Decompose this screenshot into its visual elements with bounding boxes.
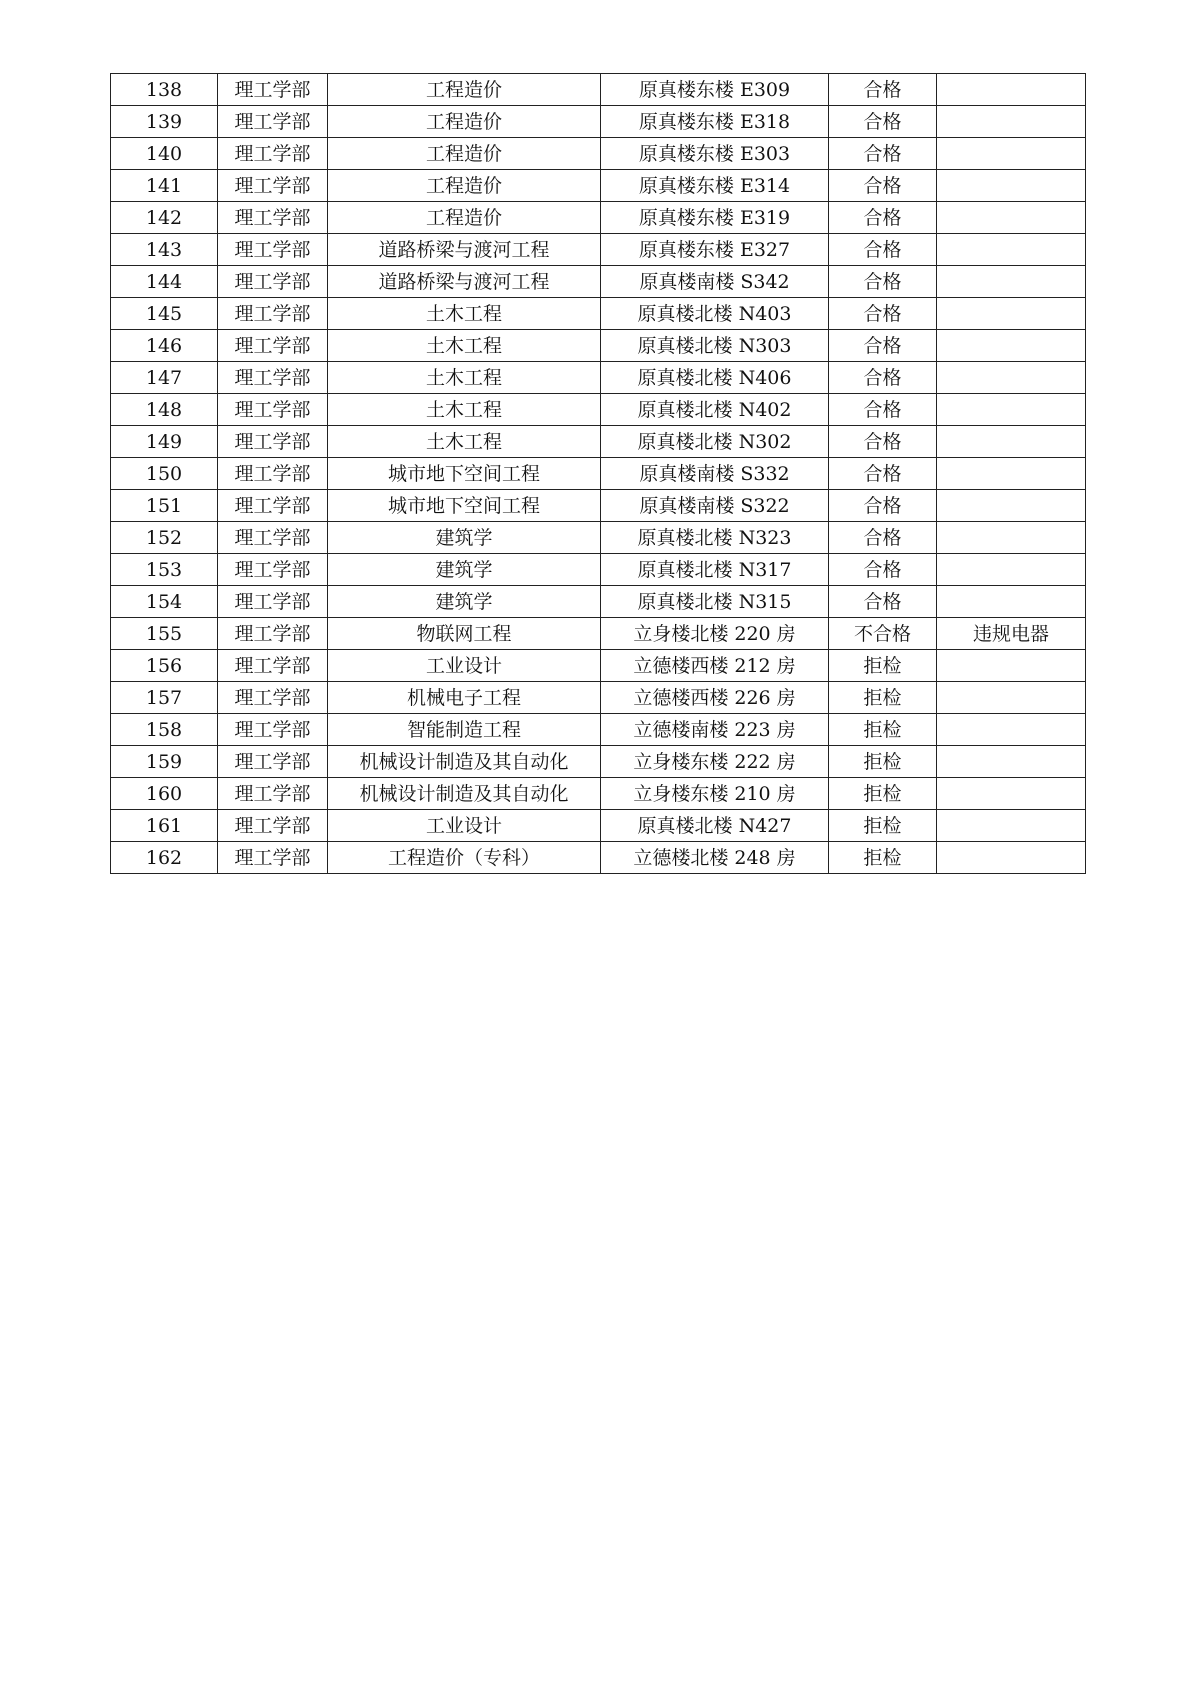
row-number-cell: 157 bbox=[111, 682, 218, 714]
room-cell: 原真楼东楼 E327 bbox=[601, 234, 829, 266]
table-row bbox=[111, 650, 1086, 682]
major-cell: 机械设计制造及其自动化 bbox=[328, 746, 601, 778]
room-cell: 原真楼东楼 E314 bbox=[601, 170, 829, 202]
room-cell: 原真楼北楼 N427 bbox=[601, 810, 829, 842]
row-number-cell: 148 bbox=[111, 394, 218, 426]
note-cell bbox=[937, 298, 1086, 330]
department-cell: 理工学部 bbox=[218, 458, 328, 490]
result-cell: 合格 bbox=[829, 490, 937, 522]
result-cell: 合格 bbox=[829, 330, 937, 362]
room-cell: 原真楼南楼 S332 bbox=[601, 458, 829, 490]
note-cell bbox=[937, 138, 1086, 170]
result-cell: 合格 bbox=[829, 426, 937, 458]
department-cell: 理工学部 bbox=[218, 650, 328, 682]
major-cell: 土木工程 bbox=[328, 394, 601, 426]
department-cell: 理工学部 bbox=[218, 330, 328, 362]
major-cell: 道路桥梁与渡河工程 bbox=[328, 234, 601, 266]
result-cell: 合格 bbox=[829, 458, 937, 490]
row-number-cell: 159 bbox=[111, 746, 218, 778]
department-cell: 理工学部 bbox=[218, 714, 328, 746]
major-cell: 物联网工程 bbox=[328, 618, 601, 650]
inspection-table-body bbox=[111, 74, 1086, 874]
note-cell bbox=[937, 458, 1086, 490]
room-cell: 立德楼西楼 226 房 bbox=[601, 682, 829, 714]
room-cell: 原真楼东楼 E309 bbox=[601, 74, 829, 106]
row-number-cell: 145 bbox=[111, 298, 218, 330]
row-number-cell: 143 bbox=[111, 234, 218, 266]
row-number-cell: 152 bbox=[111, 522, 218, 554]
major-cell: 道路桥梁与渡河工程 bbox=[328, 266, 601, 298]
department-cell: 理工学部 bbox=[218, 74, 328, 106]
table-row bbox=[111, 778, 1086, 810]
room-cell: 原真楼北楼 N323 bbox=[601, 522, 829, 554]
department-cell: 理工学部 bbox=[218, 554, 328, 586]
room-cell: 原真楼北楼 N406 bbox=[601, 362, 829, 394]
result-cell: 拒检 bbox=[829, 714, 937, 746]
room-cell: 原真楼东楼 E303 bbox=[601, 138, 829, 170]
major-cell: 建筑学 bbox=[328, 586, 601, 618]
row-number-cell: 138 bbox=[111, 74, 218, 106]
major-cell: 工程造价 bbox=[328, 74, 601, 106]
row-number-cell: 151 bbox=[111, 490, 218, 522]
table-row bbox=[111, 106, 1086, 138]
result-cell: 合格 bbox=[829, 554, 937, 586]
inspection-table bbox=[110, 73, 1086, 874]
department-cell: 理工学部 bbox=[218, 394, 328, 426]
note-cell: 违规电器 bbox=[937, 618, 1086, 650]
major-cell: 建筑学 bbox=[328, 554, 601, 586]
room-cell: 原真楼北楼 N403 bbox=[601, 298, 829, 330]
row-number-cell: 146 bbox=[111, 330, 218, 362]
note-cell bbox=[937, 170, 1086, 202]
major-cell: 智能制造工程 bbox=[328, 714, 601, 746]
department-cell: 理工学部 bbox=[218, 234, 328, 266]
room-cell: 立身楼东楼 222 房 bbox=[601, 746, 829, 778]
table-row bbox=[111, 682, 1086, 714]
room-cell: 立德楼南楼 223 房 bbox=[601, 714, 829, 746]
table-row bbox=[111, 234, 1086, 266]
row-number-cell: 150 bbox=[111, 458, 218, 490]
note-cell bbox=[937, 682, 1086, 714]
result-cell: 拒检 bbox=[829, 682, 937, 714]
result-cell: 拒检 bbox=[829, 810, 937, 842]
department-cell: 理工学部 bbox=[218, 490, 328, 522]
major-cell: 工程造价 bbox=[328, 138, 601, 170]
row-number-cell: 149 bbox=[111, 426, 218, 458]
department-cell: 理工学部 bbox=[218, 682, 328, 714]
row-number-cell: 140 bbox=[111, 138, 218, 170]
table-row bbox=[111, 202, 1086, 234]
room-cell: 立身楼东楼 210 房 bbox=[601, 778, 829, 810]
room-cell: 原真楼北楼 N302 bbox=[601, 426, 829, 458]
row-number-cell: 160 bbox=[111, 778, 218, 810]
note-cell bbox=[937, 106, 1086, 138]
row-number-cell: 156 bbox=[111, 650, 218, 682]
note-cell bbox=[937, 330, 1086, 362]
note-cell bbox=[937, 202, 1086, 234]
department-cell: 理工学部 bbox=[218, 362, 328, 394]
result-cell: 合格 bbox=[829, 522, 937, 554]
room-cell: 原真楼北楼 N303 bbox=[601, 330, 829, 362]
table-row bbox=[111, 266, 1086, 298]
department-cell: 理工学部 bbox=[218, 746, 328, 778]
table-row bbox=[111, 298, 1086, 330]
department-cell: 理工学部 bbox=[218, 298, 328, 330]
row-number-cell: 141 bbox=[111, 170, 218, 202]
note-cell bbox=[937, 586, 1086, 618]
note-cell bbox=[937, 426, 1086, 458]
row-number-cell: 155 bbox=[111, 618, 218, 650]
table-row bbox=[111, 330, 1086, 362]
department-cell: 理工学部 bbox=[218, 106, 328, 138]
major-cell: 土木工程 bbox=[328, 298, 601, 330]
major-cell: 机械设计制造及其自动化 bbox=[328, 778, 601, 810]
row-number-cell: 142 bbox=[111, 202, 218, 234]
department-cell: 理工学部 bbox=[218, 138, 328, 170]
major-cell: 城市地下空间工程 bbox=[328, 458, 601, 490]
note-cell bbox=[937, 842, 1086, 874]
result-cell: 拒检 bbox=[829, 746, 937, 778]
note-cell bbox=[937, 746, 1086, 778]
table-row bbox=[111, 138, 1086, 170]
result-cell: 合格 bbox=[829, 298, 937, 330]
note-cell bbox=[937, 778, 1086, 810]
table-row bbox=[111, 170, 1086, 202]
note-cell bbox=[937, 810, 1086, 842]
major-cell: 工程造价 bbox=[328, 202, 601, 234]
room-cell: 原真楼南楼 S342 bbox=[601, 266, 829, 298]
department-cell: 理工学部 bbox=[218, 842, 328, 874]
result-cell: 不合格 bbox=[829, 618, 937, 650]
result-cell: 拒检 bbox=[829, 650, 937, 682]
room-cell: 原真楼东楼 E319 bbox=[601, 202, 829, 234]
row-number-cell: 147 bbox=[111, 362, 218, 394]
major-cell: 机械电子工程 bbox=[328, 682, 601, 714]
major-cell: 建筑学 bbox=[328, 522, 601, 554]
row-number-cell: 144 bbox=[111, 266, 218, 298]
table-row bbox=[111, 394, 1086, 426]
result-cell: 合格 bbox=[829, 394, 937, 426]
department-cell: 理工学部 bbox=[218, 266, 328, 298]
department-cell: 理工学部 bbox=[218, 778, 328, 810]
table-row bbox=[111, 426, 1086, 458]
note-cell bbox=[937, 394, 1086, 426]
major-cell: 土木工程 bbox=[328, 362, 601, 394]
room-cell: 原真楼东楼 E318 bbox=[601, 106, 829, 138]
table-row bbox=[111, 554, 1086, 586]
table-row bbox=[111, 842, 1086, 874]
result-cell: 拒检 bbox=[829, 778, 937, 810]
note-cell bbox=[937, 234, 1086, 266]
result-cell: 拒检 bbox=[829, 842, 937, 874]
result-cell: 合格 bbox=[829, 74, 937, 106]
row-number-cell: 162 bbox=[111, 842, 218, 874]
table-row bbox=[111, 810, 1086, 842]
result-cell: 合格 bbox=[829, 362, 937, 394]
table-row bbox=[111, 746, 1086, 778]
note-cell bbox=[937, 362, 1086, 394]
result-cell: 合格 bbox=[829, 170, 937, 202]
row-number-cell: 158 bbox=[111, 714, 218, 746]
department-cell: 理工学部 bbox=[218, 426, 328, 458]
major-cell: 工业设计 bbox=[328, 650, 601, 682]
row-number-cell: 161 bbox=[111, 810, 218, 842]
department-cell: 理工学部 bbox=[218, 618, 328, 650]
result-cell: 合格 bbox=[829, 266, 937, 298]
department-cell: 理工学部 bbox=[218, 202, 328, 234]
note-cell bbox=[937, 490, 1086, 522]
major-cell: 土木工程 bbox=[328, 426, 601, 458]
note-cell bbox=[937, 522, 1086, 554]
department-cell: 理工学部 bbox=[218, 586, 328, 618]
major-cell: 工程造价 bbox=[328, 170, 601, 202]
row-number-cell: 154 bbox=[111, 586, 218, 618]
table-row bbox=[111, 522, 1086, 554]
major-cell: 工程造价 bbox=[328, 106, 601, 138]
department-cell: 理工学部 bbox=[218, 170, 328, 202]
table-row bbox=[111, 458, 1086, 490]
table-row bbox=[111, 362, 1086, 394]
note-cell bbox=[937, 74, 1086, 106]
table-row bbox=[111, 490, 1086, 522]
result-cell: 合格 bbox=[829, 106, 937, 138]
result-cell: 合格 bbox=[829, 138, 937, 170]
department-cell: 理工学部 bbox=[218, 810, 328, 842]
room-cell: 原真楼北楼 N315 bbox=[601, 586, 829, 618]
major-cell: 城市地下空间工程 bbox=[328, 490, 601, 522]
result-cell: 合格 bbox=[829, 586, 937, 618]
note-cell bbox=[937, 650, 1086, 682]
room-cell: 原真楼北楼 N402 bbox=[601, 394, 829, 426]
note-cell bbox=[937, 554, 1086, 586]
result-cell: 合格 bbox=[829, 234, 937, 266]
room-cell: 原真楼南楼 S322 bbox=[601, 490, 829, 522]
table-row bbox=[111, 586, 1086, 618]
row-number-cell: 139 bbox=[111, 106, 218, 138]
table-row bbox=[111, 618, 1086, 650]
major-cell: 土木工程 bbox=[328, 330, 601, 362]
note-cell bbox=[937, 266, 1086, 298]
note-cell bbox=[937, 714, 1086, 746]
room-cell: 立德楼北楼 248 房 bbox=[601, 842, 829, 874]
room-cell: 立身楼北楼 220 房 bbox=[601, 618, 829, 650]
room-cell: 立德楼西楼 212 房 bbox=[601, 650, 829, 682]
row-number-cell: 153 bbox=[111, 554, 218, 586]
table-row bbox=[111, 714, 1086, 746]
major-cell: 工业设计 bbox=[328, 810, 601, 842]
room-cell: 原真楼北楼 N317 bbox=[601, 554, 829, 586]
major-cell: 工程造价（专科） bbox=[328, 842, 601, 874]
table-row bbox=[111, 74, 1086, 106]
department-cell: 理工学部 bbox=[218, 522, 328, 554]
result-cell: 合格 bbox=[829, 202, 937, 234]
